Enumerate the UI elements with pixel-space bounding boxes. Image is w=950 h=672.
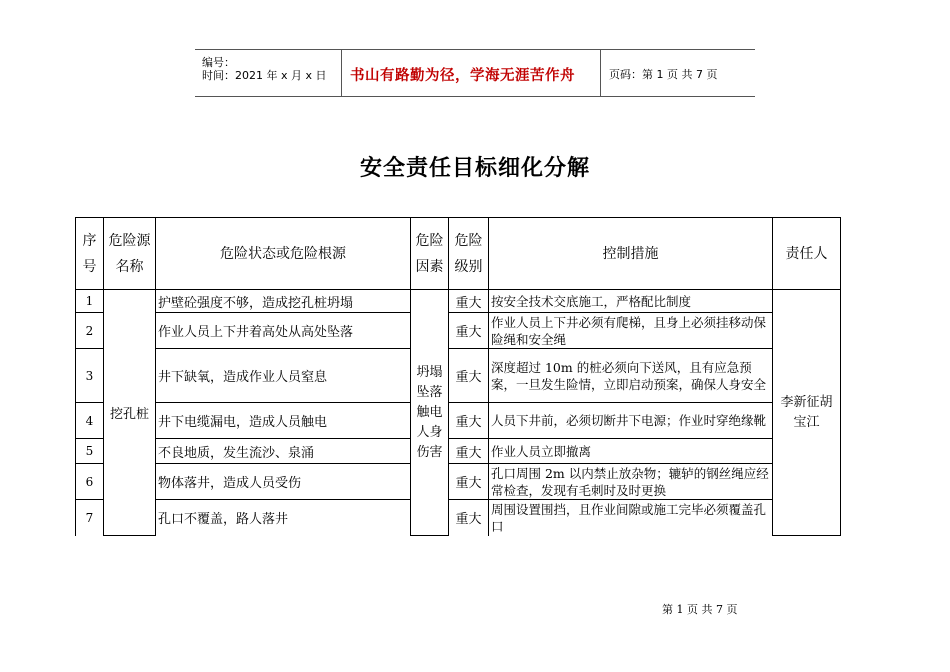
row-no: 7 — [76, 500, 104, 536]
row-level: 重大 — [449, 290, 489, 313]
page-footer: 第 1 页 共 7 页 — [662, 603, 738, 616]
row-state: 护壁砼强度不够，造成挖孔桩坍塌 — [156, 290, 411, 313]
safety-table — [75, 217, 841, 536]
hazard-factor: 坍塌坠落触电人身伤害 — [411, 290, 449, 536]
motto-text: 书山有路勤为径，学海无涯苦作舟 — [350, 67, 575, 84]
header-measures: 控制措施 — [489, 218, 773, 290]
row-no: 6 — [76, 464, 104, 500]
page-header — [195, 49, 755, 97]
row-measure: 作业人员立即撤离 — [489, 439, 773, 464]
header-level: 危险 级别 — [449, 218, 489, 290]
row-no: 2 — [76, 313, 104, 349]
row-state: 不良地质，发生流沙、泉涌 — [156, 439, 411, 464]
table-header-row — [76, 218, 841, 290]
header-factor: 危险 因素 — [411, 218, 449, 290]
header-state: 危险状态或危险根源 — [156, 218, 411, 290]
row-level: 重大 — [449, 464, 489, 500]
row-no: 5 — [76, 439, 104, 464]
header-responsible: 责任人 — [773, 218, 841, 290]
row-state: 井下缺氧，造成作业人员窒息 — [156, 349, 411, 403]
row-level: 重大 — [449, 313, 489, 349]
source-name: 挖孔桩 — [104, 290, 156, 536]
table-row — [76, 349, 841, 403]
header-source: 危险源 名称 — [104, 218, 156, 290]
row-measure: 作业人员上下井必须有爬梯，且身上必须挂移动保险绳和安全绳 — [489, 313, 773, 349]
row-measure: 按安全技术交底施工，严格配比制度 — [489, 290, 773, 313]
table-row — [76, 439, 841, 464]
document-title: 安全责任目标细化分解 — [359, 155, 590, 181]
row-level: 重大 — [449, 403, 489, 439]
row-measure: 孔口周围 2m 以内禁止放杂物；辘轳的钢丝绳应经常检查，发现有毛刺时及时更换 — [489, 464, 773, 500]
row-no: 3 — [76, 349, 104, 403]
time-label: 时间：2021 年 x 月 x 日 — [202, 69, 327, 82]
header-page-cell — [600, 50, 756, 96]
table-row — [76, 464, 841, 500]
row-no: 1 — [76, 290, 104, 313]
row-state: 物体落井，造成人员受伤 — [156, 464, 411, 500]
number-label: 编号： — [202, 56, 235, 69]
row-measure: 周围设置围挡，且作业间隙或施工完毕必须覆盖孔口 — [489, 500, 773, 536]
table-row — [76, 403, 841, 439]
header-meta — [195, 50, 342, 96]
row-measure: 深度超过 10m 的桩必须向下送风，且有应急预案，一旦发生险情，立即启动预案，确保人身安全 — [489, 349, 773, 403]
row-no: 4 — [76, 403, 104, 439]
row-level: 重大 — [449, 349, 489, 403]
row-level: 重大 — [449, 439, 489, 464]
table-row — [76, 290, 841, 313]
table-row — [76, 313, 841, 349]
responsible-persons: 李新征胡宝江 — [773, 290, 841, 536]
row-level: 重大 — [449, 500, 489, 536]
row-state: 孔口不覆盖，路人落井 — [156, 500, 411, 536]
table-row — [76, 500, 841, 536]
row-state: 作业人员上下井着高处从高处坠落 — [156, 313, 411, 349]
page-info: 页码：第 1 页 共 7 页 — [609, 68, 718, 81]
header-seq: 序 号 — [76, 218, 104, 290]
row-measure: 人员下井前，必须切断井下电源；作业时穿绝缘靴 — [489, 403, 773, 439]
row-state: 井下电缆漏电，造成人员触电 — [156, 403, 411, 439]
